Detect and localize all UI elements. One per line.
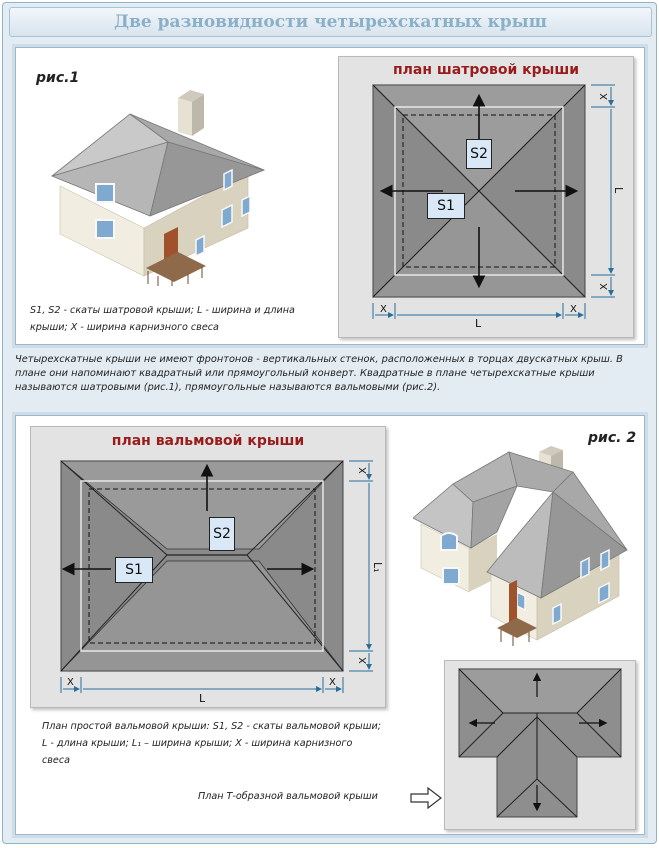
hip-roof-plan	[30, 426, 386, 708]
tent-dim-l-bottom: L	[475, 317, 482, 330]
tent-plan-title: план шатровой крыши	[392, 62, 579, 78]
tent-roof-plan	[338, 56, 634, 338]
fig1-label: рис.1	[36, 70, 80, 86]
t-hip-roof-house-illustration	[413, 432, 638, 662]
hip-dim-x-top: X	[358, 467, 369, 474]
hip-s2-label: S2	[209, 517, 235, 551]
hip-dim-x-left: X	[67, 677, 74, 688]
tent-dim-x-top: X	[599, 93, 610, 100]
page	[2, 2, 657, 844]
top-panel	[15, 47, 645, 345]
t-plan-label: План Т-образной вальмовой крыши	[198, 791, 378, 802]
tent-s2-label: S2	[466, 139, 492, 169]
tent-plan-drawing	[339, 57, 633, 337]
t-plan-drawing	[445, 661, 635, 829]
description-text: Четырехскатные крыши не имеют фронтонов - вертикальных стенок, расположенных в торцах двускатных крыш. В плане они напоминают квадратный или прямоугольный конверт. Квадратные в плане четырехскатные крыши называются шатровыми (рис.1), прямоугольные называются вальмовыми (рис.2).	[15, 354, 623, 393]
bottom-caption: План простой вальмовой крыши: S1, S2 - скаты вальмовой крыши; L - длина крыши; L₁ – ширина крыши; X - ширина карнизного свеса	[42, 721, 381, 766]
tent-dim-l-side: L	[612, 187, 625, 194]
hip-dim-l-bottom: L	[199, 692, 206, 705]
hip-dim-x-right: X	[329, 677, 336, 688]
hip-plan-drawing	[31, 427, 385, 707]
bottom-panel	[15, 415, 645, 835]
top-caption: S1, S2 - скаты шатровой крыши; L - ширина и длина крыши; X - ширина карнизного свеса	[30, 305, 295, 333]
arrow-right-icon	[410, 787, 442, 809]
tent-dim-x-right: X	[570, 304, 577, 315]
hip-roof-house-illustration	[38, 76, 278, 286]
tent-dim-x-bottom: X	[599, 283, 610, 290]
fig2-label: рис. 2	[588, 430, 637, 446]
hip-dim-x-bottom: X	[358, 657, 369, 664]
hip-dim-l1-side: L₁	[371, 562, 384, 573]
hip-plan-title: план вальмовой крыши	[111, 433, 305, 449]
t-roof-plan	[444, 660, 636, 830]
tent-s1-label: S1	[427, 193, 465, 219]
title-bar	[9, 7, 652, 37]
tent-dim-x-left: X	[380, 304, 387, 315]
hip-s1-label: S1	[115, 557, 153, 583]
page-title: Две разновидности четырехскатных крыш	[113, 12, 547, 32]
